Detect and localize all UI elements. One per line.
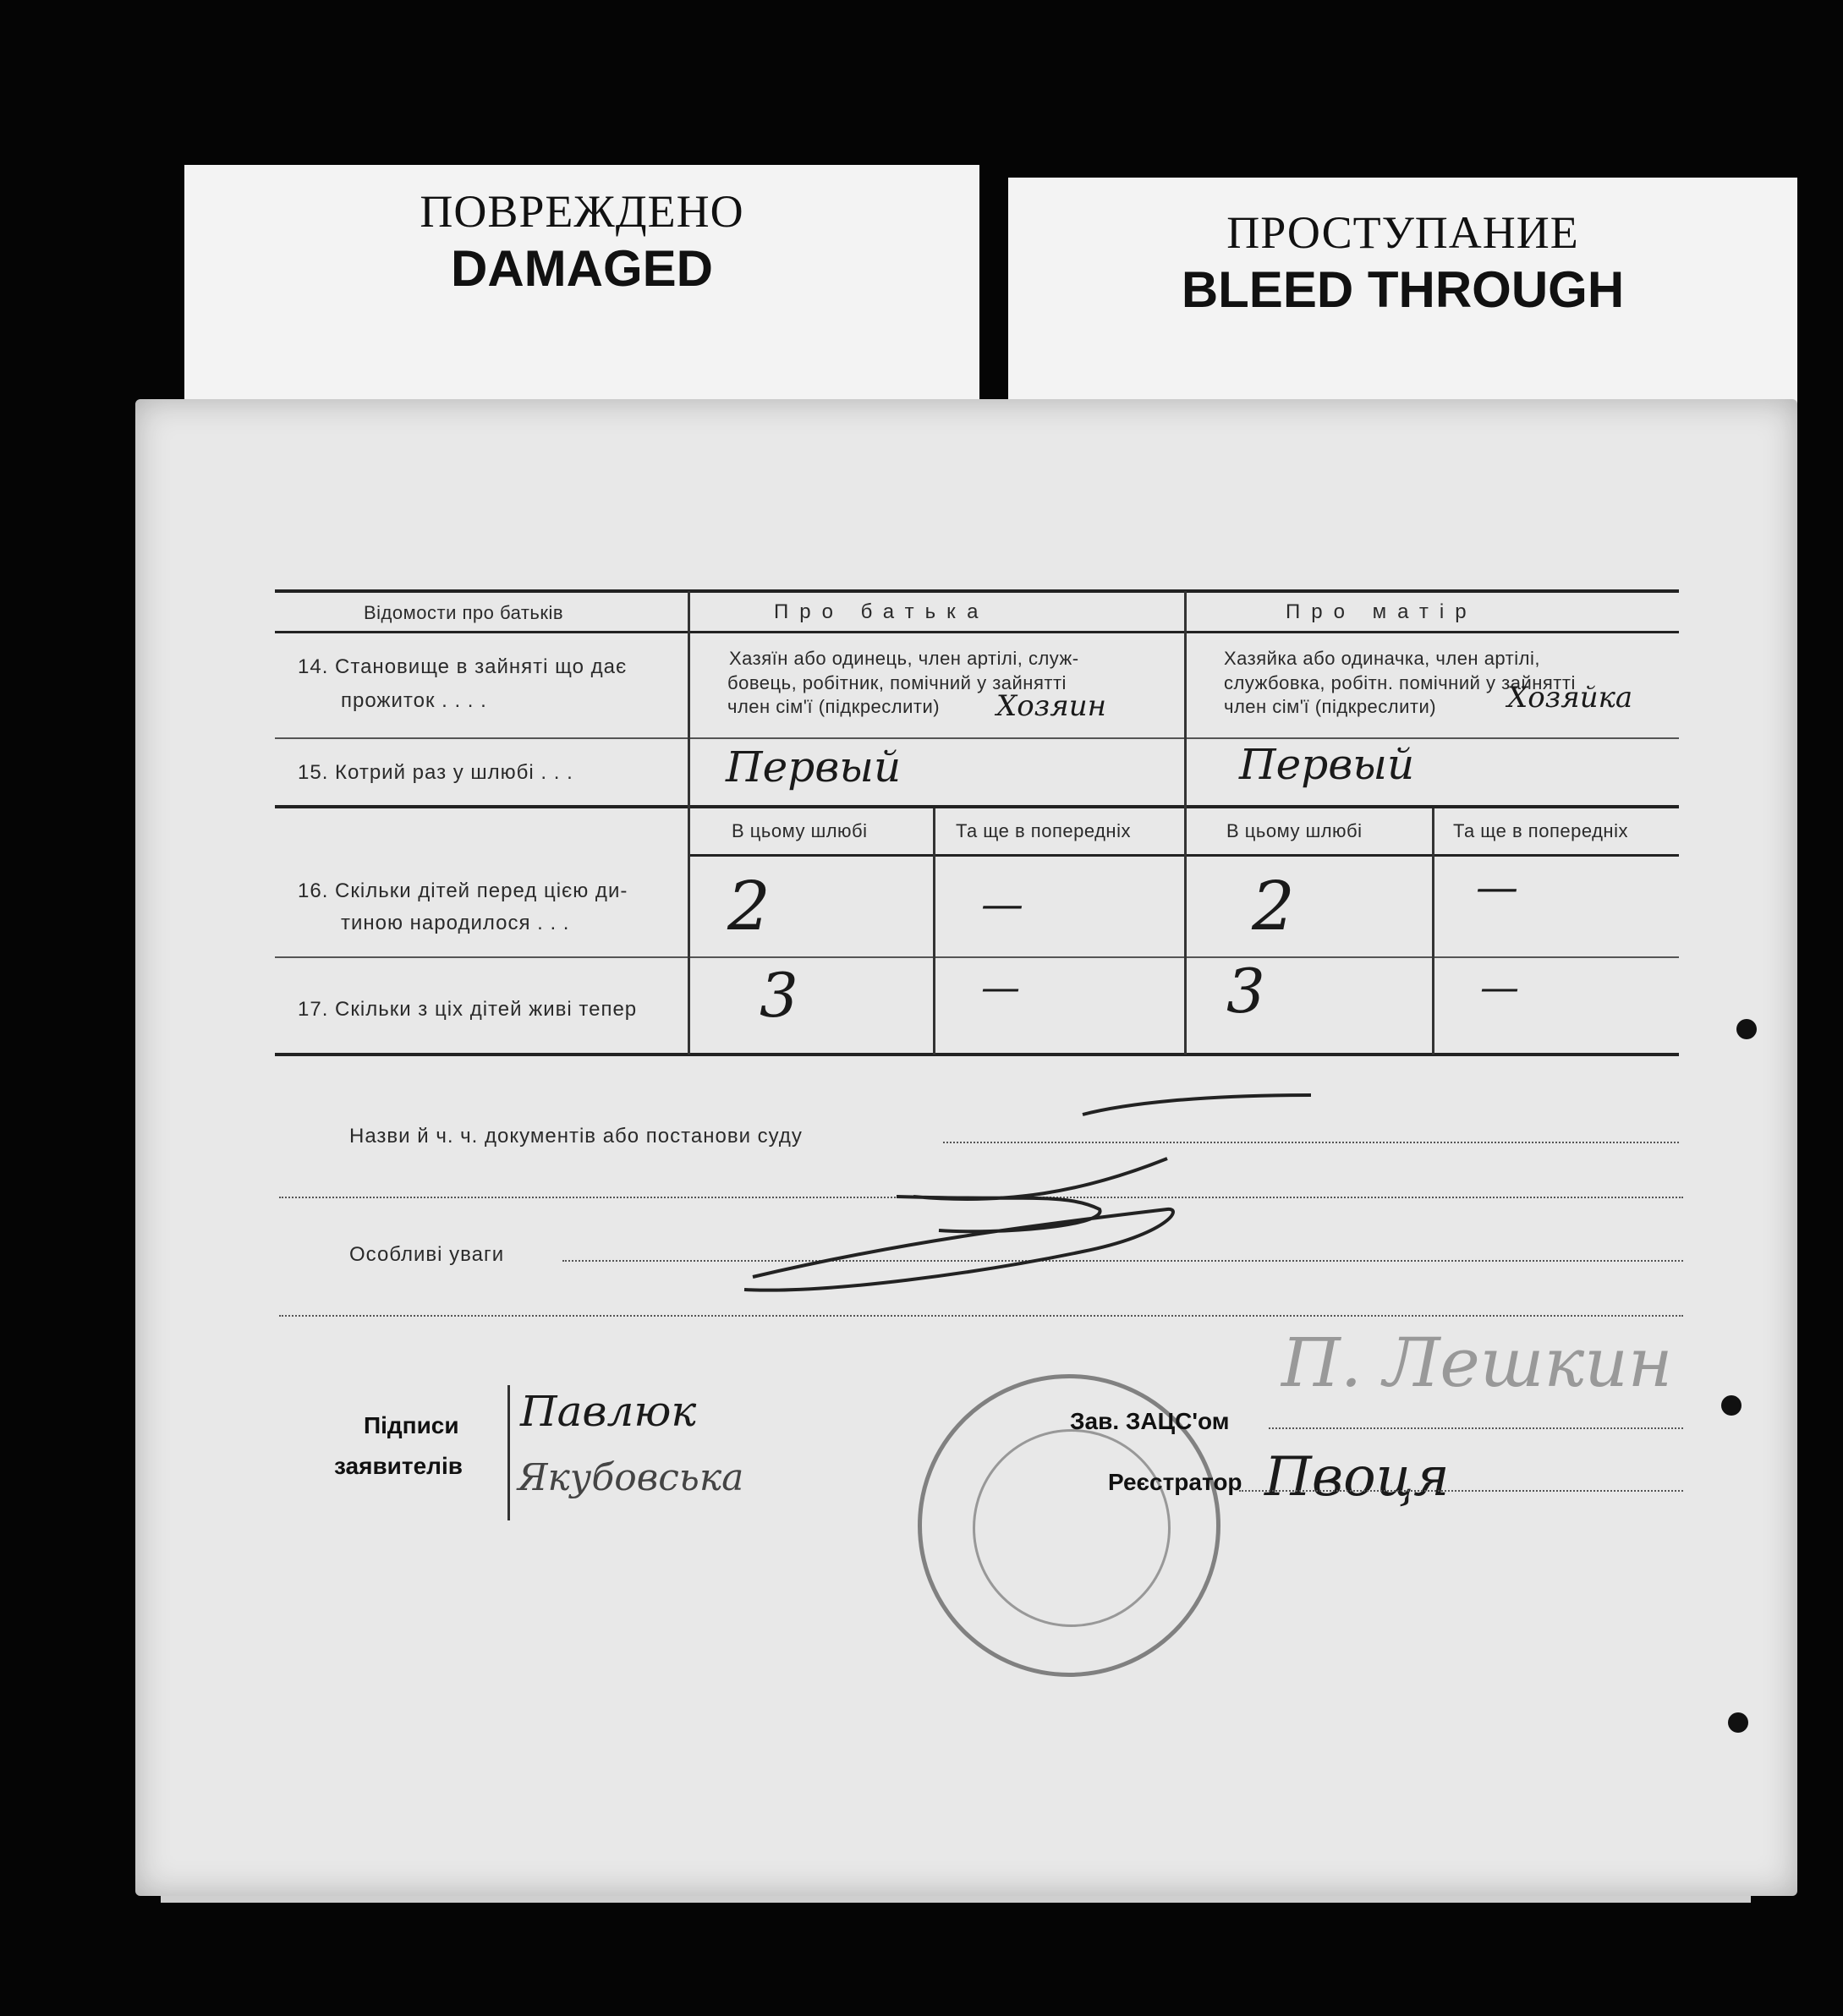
subheader-mother-this-marriage: В цьому шлюбі — [1226, 820, 1363, 841]
punch-hole-1 — [1736, 1019, 1757, 1039]
col-divider-1 — [688, 591, 690, 1055]
row14-father-print-2: бовець, робітник, помічний у зайнятті — [727, 672, 1067, 693]
row15-father-value: Первый — [726, 742, 902, 792]
damaged-label-ru: ПОВРЕЖДЕНО — [420, 186, 744, 237]
subheader-father-previous: Та ще в попередніх — [956, 820, 1131, 841]
row14-mother-print-3: член сім'ї (підкреслити) — [1224, 696, 1437, 717]
row17-mother-this: 3 — [1226, 956, 1265, 1027]
punch-hole-3 — [1728, 1712, 1748, 1733]
head-signature: П. Лешкин — [1281, 1323, 1673, 1402]
bleed-label-en: BLEED THROUGH — [1181, 261, 1625, 318]
head-label: Зав. ЗАЦС'ом — [1070, 1408, 1230, 1434]
registrar-signature: Пвоця — [1264, 1446, 1450, 1509]
head-signature-line — [1269, 1427, 1683, 1429]
damaged-label-card — [184, 165, 979, 402]
damaged-label-en: DAMAGED — [451, 240, 713, 297]
row14-mother-value: Хозяйка — [1507, 681, 1633, 715]
bleed-label-ru: ПРОСТУПАНИЕ — [1226, 207, 1579, 258]
subcol-divider-mother — [1432, 808, 1434, 1055]
header-parents-info: Відомости про батьків — [364, 602, 564, 623]
subheader-father-this-marriage: В цьому шлюбі — [732, 820, 868, 841]
subheader-mother-previous: Та ще в попередніх — [1453, 820, 1628, 841]
row15-label: 15. Котрий раз у шлюбі . . . — [298, 761, 573, 784]
row14-label-line1: 14. Становище в зайняті що дає — [298, 655, 628, 678]
applicant-signature-1: Павлюк — [520, 1387, 697, 1436]
row14-mother-print-1: Хазяйка або одиначка, член артілі, — [1224, 648, 1540, 669]
row14-bottom-rule — [275, 737, 1679, 739]
header-father: Про батька — [774, 600, 990, 623]
row16-label-line1: 16. Скільки дітей перед цією ди- — [298, 879, 628, 902]
row14-label-line2: прожиток . . . . — [341, 689, 487, 712]
row16-father-prev: — — [981, 879, 1023, 929]
punch-hole-2 — [1721, 1395, 1742, 1416]
table-top-rule — [275, 589, 1679, 593]
registrar-signature-line — [1239, 1490, 1683, 1492]
cancel-stroke-mark — [727, 1091, 1336, 1311]
col-divider-2 — [1184, 591, 1187, 1055]
row14-father-print-1: Хазяїн або одинець, член артілі, служ- — [729, 648, 1079, 669]
row17-mother-prev: — — [1480, 964, 1519, 1010]
row14-father-value: Хозяин — [996, 689, 1107, 723]
header-mother: Про матір — [1286, 600, 1478, 623]
signatures-label-2: заявителів — [334, 1453, 463, 1479]
documents-label: Назви й ч. ч. документів або постанови суду — [349, 1125, 803, 1148]
registrar-label: Реєстратор — [1108, 1469, 1242, 1495]
row16-bottom-rule — [275, 956, 1679, 958]
row16-mother-this: 2 — [1252, 867, 1295, 945]
row16-mother-prev: — — [1476, 863, 1518, 912]
row17-label: 17. Скільки з ціх дітей живі тепер — [298, 998, 638, 1021]
row17-father-prev: — — [981, 964, 1020, 1010]
row14-father-print-3: член сім'ї (підкреслити) — [727, 696, 941, 717]
row15-bottom-rule — [275, 805, 1679, 808]
row17-father-this: 3 — [760, 960, 798, 1031]
signature-bracket — [507, 1385, 510, 1520]
row16-father-this: 2 — [727, 867, 771, 945]
notes-label: Особливі уваги — [349, 1243, 505, 1266]
row14-mother-print-2: службовка, робітн. помічний у зайнятті — [1224, 672, 1576, 693]
signatures-label-1: Підписи — [364, 1412, 459, 1438]
subcol-divider-father — [933, 808, 935, 1055]
applicant-signature-2: Якубовська — [518, 1456, 744, 1499]
row16-label-line2: тиною народилося . . . — [341, 912, 570, 934]
seal-emblem — [973, 1429, 1171, 1627]
bleed-through-label-card — [1008, 178, 1797, 406]
table-bottom-rule — [275, 1053, 1679, 1056]
notes-line-2 — [279, 1315, 1683, 1317]
header-bottom-rule — [275, 631, 1679, 633]
row15-mother-value: Первый — [1239, 740, 1415, 789]
